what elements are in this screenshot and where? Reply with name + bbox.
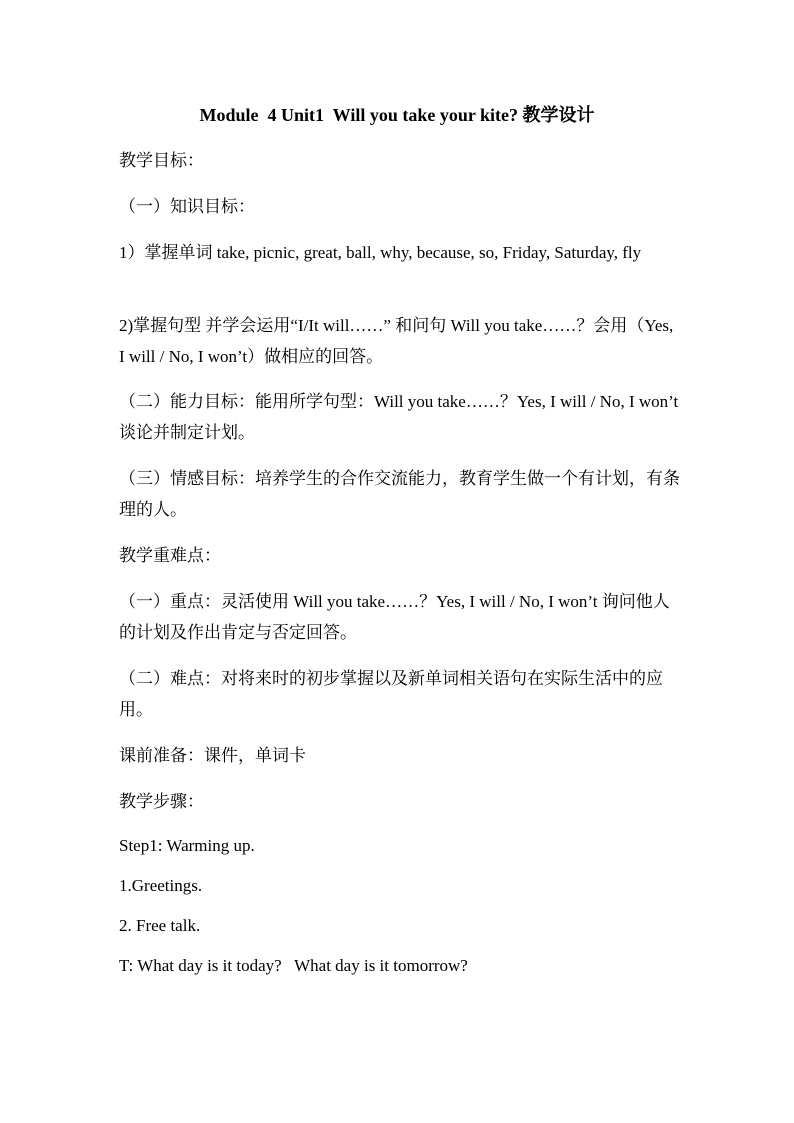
- paragraph-teaching-objectives: 教学目标：: [119, 151, 204, 170]
- paragraph-vocabulary: 1）掌握单词 take, picnic, great, ball, why, because, so, Friday, Saturday, fly: [119, 243, 642, 262]
- paragraph-preparation: 课前准备：课件，单词卡: [119, 746, 306, 765]
- paragraph-step1: Step1: Warming up.: [119, 836, 255, 855]
- document-title: Module 4 Unit1 Will you take your kite? 教学设计: [199, 105, 595, 125]
- paragraph-teaching-steps: 教学步骤：: [119, 792, 204, 811]
- paragraph-key-points: （一）重点：灵活使用 Will you take……？Yes, I will / No, I won’t 询问他人的计划及作出肯定与否定回答。: [119, 592, 670, 642]
- paragraph-teacher-question: T: What day is it today? What day is it tomorrow?: [119, 956, 468, 975]
- paragraph-sentence-patterns: 2)掌握句型 并学会运用“I/It will……” 和问句 Will you take……？会用（Yes, I will / No, I won’t）做相应的回答。: [119, 316, 678, 366]
- paragraph-knowledge-objectives: （一）知识目标：: [119, 197, 255, 216]
- paragraph-key-difficult-points: 教学重难点：: [119, 546, 221, 565]
- paragraph-difficult-points: （二）难点：对将来时的初步掌握以及新单词相关语句在实际生活中的应用。: [119, 669, 663, 719]
- paragraph-emotional-objectives: （三）情感目标：培养学生的合作交流能力，教育学生做一个有计划，有条理的人。: [119, 469, 680, 519]
- paragraph-greetings: 1.Greetings.: [119, 876, 203, 895]
- paragraph-ability-objectives: （二）能力目标：能用所学句型：Will you take……？Yes, I will / No, I won’t 谈论并制定计划。: [119, 392, 683, 442]
- paragraph-free-talk: 2. Free talk.: [119, 916, 201, 935]
